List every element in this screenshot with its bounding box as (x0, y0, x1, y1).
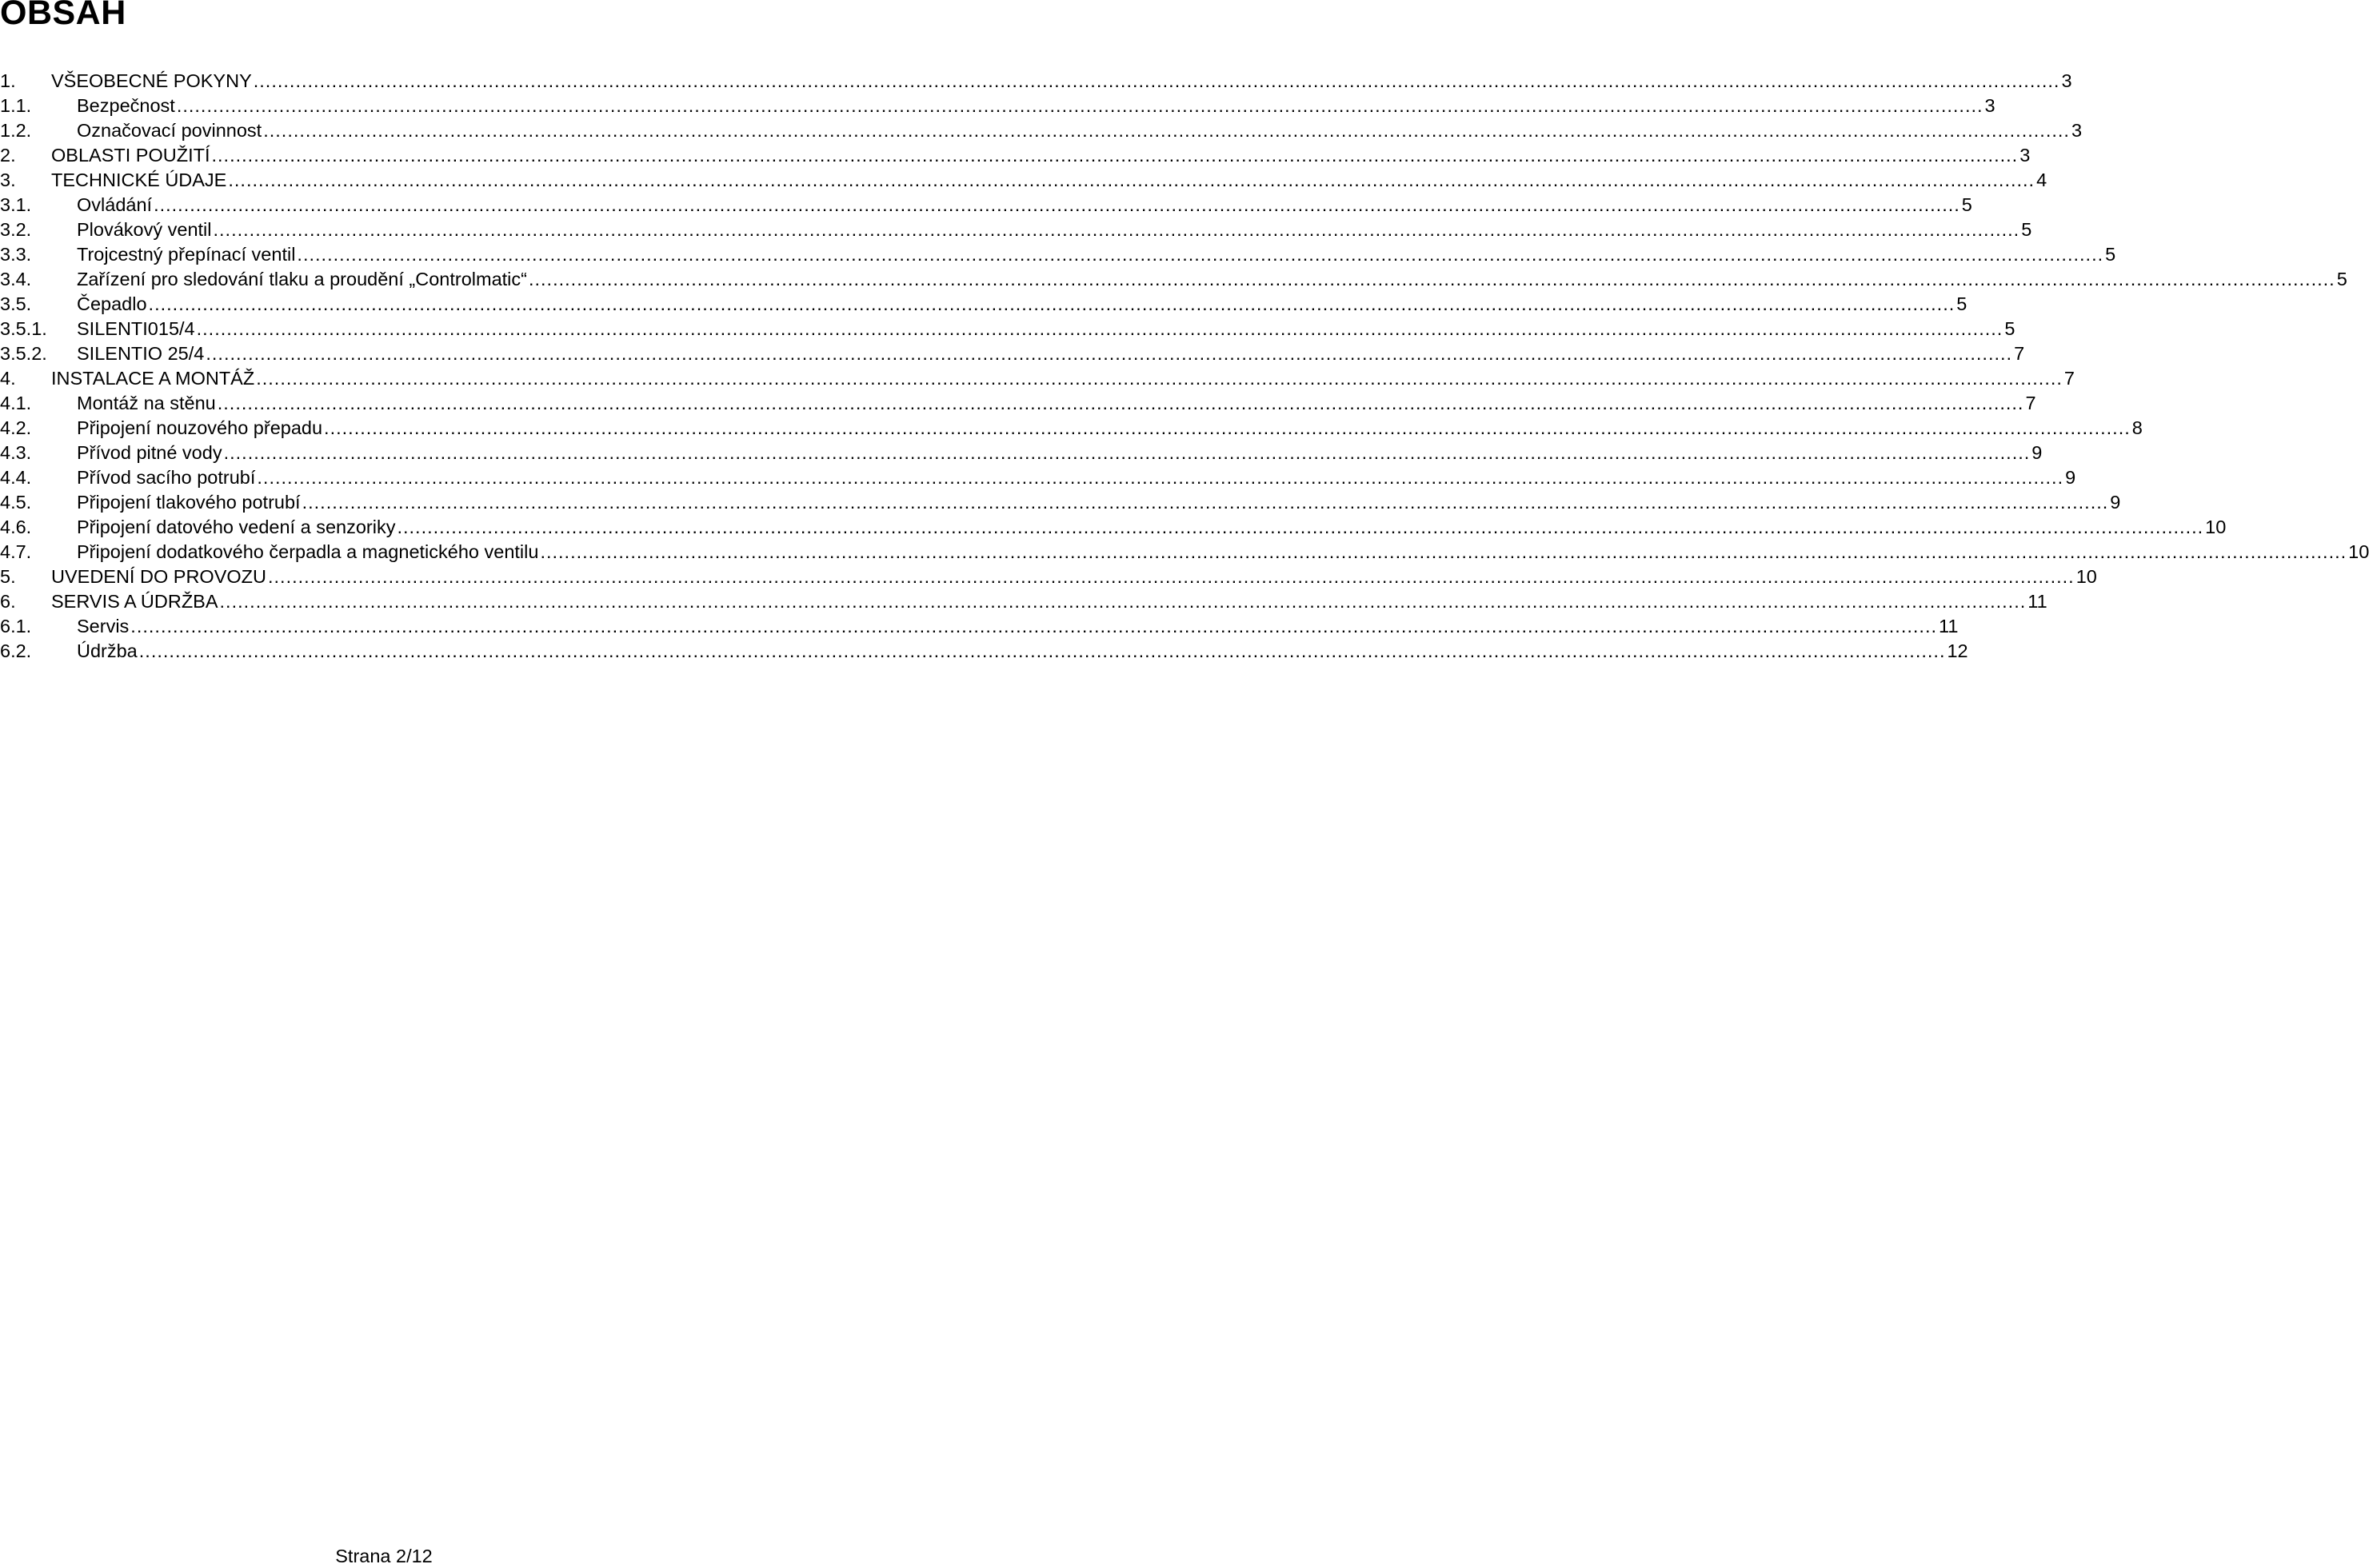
toc-entry-page: 11 (2027, 591, 2047, 612)
toc-entry-page: 5 (2105, 244, 2116, 265)
toc-entry-title: Připojení dodatkového čerpadla a magnetického ventilu (77, 540, 540, 565)
toc-leader-dots: ............................................................................................................................................................................................................................................................................................................ (213, 219, 2020, 240)
toc-leader-dots: ............................................................................................................................................................................................................................................................................................................ (217, 393, 2024, 413)
toc-entry[interactable]: 3.5.2. SILENTIO 25/4 ............................................................................................................................................................................................................................................................................................................ 7 (0, 341, 768, 366)
toc-entry[interactable]: 4.6. Připojení datového vedení a senzoriky ............................................................................................................................................................................................................................................................................................................ 10 (0, 515, 768, 540)
toc-entry-page: 5 (2021, 219, 2032, 240)
toc-entry[interactable]: 3.5.1. SILENTI015/4 ............................................................................................................................................................................................................................................................................................................ 5 (0, 317, 768, 341)
toc-entry-page: 5 (2004, 318, 2015, 339)
toc-entry-title: SILENTIO 25/4 (77, 341, 206, 366)
toc-leader-dots: ............................................................................................................................................................................................................................................................................................................ (253, 70, 2060, 91)
toc-entry-title: Bezpečnost (77, 94, 177, 118)
toc-entry[interactable]: 5. UVEDENÍ DO PROVOZU ............................................................................................................................................................................................................................................................................................................ 10 (0, 565, 768, 589)
toc-leader-dots: ............................................................................................................................................................................................................................................................................................................ (528, 269, 2335, 289)
toc-entry-title: Připojení datového vedení a senzoriky (77, 515, 397, 540)
toc-entry-title: Čepadlo (77, 292, 149, 317)
toc-entry[interactable]: 4.4. Přívod sacího potrubí ............................................................................................................................................................................................................................................................................................................ 9 (0, 465, 768, 490)
toc-leader-dots: ............................................................................................................................................................................................................................................................................................................ (219, 591, 2027, 612)
toc-entry-page: 3 (2061, 70, 2072, 91)
toc-entry[interactable]: 6. SERVIS A ÚDRŽBA ............................................................................................................................................................................................................................................................................................................ 11 (0, 589, 768, 614)
toc-entry-title: Připojení nouzového přepadu (77, 416, 324, 441)
toc-leader-dots: ............................................................................................................................................................................................................................................................................................................ (256, 368, 2063, 389)
toc-leader-dots: ............................................................................................................................................................................................................................................................................................................ (138, 640, 1946, 661)
toc-entry-title: Připojení tlakového potrubí (77, 490, 302, 515)
toc-entry[interactable]: 1.2. Označovací povinnost ............................................................................................................................................................................................................................................................................................................ 3 (0, 118, 768, 143)
toc-entry-page: 10 (2348, 541, 2369, 562)
toc-leader-dots: ............................................................................................................................................................................................................................................................................................................ (267, 566, 2075, 587)
toc-entry-page: 7 (2025, 393, 2036, 413)
toc-leader-dots: ............................................................................................................................................................................................................................................................................................................ (324, 417, 2131, 438)
toc-leader-dots: ............................................................................................................................................................................................................................................................................................................ (211, 145, 2019, 166)
toc-entry[interactable]: 4.1. Montáž na stěnu ............................................................................................................................................................................................................................................................................................................ 7 (0, 391, 768, 416)
toc-entry[interactable]: 3.2. Plovákový ventil ............................................................................................................................................................................................................................................................................................................ 5 (0, 217, 768, 242)
toc-entry-title: Přívod sacího potrubí (77, 465, 257, 490)
toc-entry-page: 8 (2131, 417, 2143, 438)
toc-entry-title: Zařízení pro sledování tlaku a proudění „Controlmatic“ (77, 267, 529, 292)
toc-entry-page: 5 (1956, 293, 1968, 314)
toc-entry-title: UVEDENÍ DO PROVOZU (51, 565, 268, 589)
toc-entry-page: 10 (2205, 517, 2227, 537)
toc-entry-title: SILENTI015/4 (77, 317, 197, 341)
toc-entry-title: SERVIS A ÚDRŽBA (51, 589, 220, 614)
toc-entry-title: Přívod pitné vody (77, 441, 224, 465)
toc-entry[interactable]: 1. VŠEOBECNÉ POKYNY ............................................................................................................................................................................................................................................................................................................ 3 (0, 69, 768, 94)
toc-leader-dots: ............................................................................................................................................................................................................................................................................................................ (397, 517, 2204, 537)
toc-entry-title: Montáž na stěnu (77, 391, 218, 416)
toc-entry-title: Servis (77, 614, 130, 639)
toc-entry-page: 7 (2014, 343, 2025, 364)
toc-entry[interactable]: 4.3. Přívod pitné vody ............................................................................................................................................................................................................................................................................................................ 9 (0, 441, 768, 465)
toc-entry-page: 10 (2075, 566, 2097, 587)
toc-leader-dots: ............................................................................................................................................................................................................................................................................................................ (223, 442, 2031, 463)
toc-entry-title: Ovládání (77, 193, 154, 217)
toc-entry-page: 7 (2063, 368, 2075, 389)
toc-leader-dots: ............................................................................................................................................................................................................................................................................................................ (148, 293, 1956, 314)
toc-entry-page: 5 (2336, 269, 2347, 289)
toc-entry[interactable]: 2. OBLASTI POUŽITÍ ............................................................................................................................................................................................................................................................................................................ 3 (0, 143, 768, 168)
toc-entry-page: 9 (2110, 492, 2121, 513)
toc-entry-title: INSTALACE A MONTÁŽ (51, 366, 256, 391)
toc-leader-dots: ............................................................................................................................................................................................................................................................................................................ (196, 318, 2003, 339)
toc-entry[interactable]: 4.7. Připojení dodatkového čerpadla a magnetického ventilu ............................................................................................................................................................................................................................................................................................................ 10 (0, 540, 768, 565)
toc-entry-page: 11 (1939, 616, 1959, 636)
toc-entry-title: TECHNICKÉ ÚDAJE (51, 168, 228, 193)
page-title: OBSAH (0, 0, 126, 32)
table-of-contents (0, 69, 2369, 664)
toc-entry[interactable]: 4. INSTALACE A MONTÁŽ ............................................................................................................................................................................................................................................................................................................ 7 (0, 366, 768, 391)
toc-entry-title: Označovací povinnost (77, 118, 263, 143)
toc-entry-title: Údržba (77, 639, 139, 664)
toc-entry-title: OBLASTI POUŽITÍ (51, 143, 211, 168)
toc-entry-page: 3 (1984, 95, 1995, 116)
toc-entry[interactable]: 1.1. Bezpečnost ............................................................................................................................................................................................................................................................................................................ 3 (0, 94, 768, 118)
toc-leader-dots: ............................................................................................................................................................................................................................................................................................................ (540, 541, 2347, 562)
toc-leader-dots: ............................................................................................................................................................................................................................................................................................................ (130, 616, 1938, 636)
toc-entry-page: 3 (2071, 120, 2083, 141)
toc-entry-title: VŠEOBECNÉ POKYNY (51, 69, 254, 94)
toc-entry[interactable]: 6.1. Servis ............................................................................................................................................................................................................................................................................................................ 11 (0, 614, 768, 639)
toc-leader-dots: ............................................................................................................................................................................................................................................................................................................ (176, 95, 1983, 116)
toc-entry-page: 4 (2036, 170, 2047, 190)
toc-entry-page: 9 (2031, 442, 2043, 463)
toc-entry-page: 5 (1961, 194, 1972, 215)
toc-entry[interactable]: 3.5. Čepadlo ............................................................................................................................................................................................................................................................................................................ 5 (0, 292, 768, 317)
toc-entry[interactable]: 3.3. Trojcestný přepínací ventil ............................................................................................................................................................................................................................................................................................................ 5 (0, 242, 768, 267)
toc-entry[interactable]: 4.5. Připojení tlakového potrubí ............................................................................................................................................................................................................................................................................................................ 9 (0, 490, 768, 515)
toc-entry[interactable]: 3. TECHNICKÉ ÚDAJE ............................................................................................................................................................................................................................................................................................................ 4 (0, 168, 768, 193)
toc-entry[interactable]: 3.4. Zařízení pro sledování tlaku a proudění „Controlmatic“ ............................................................................................................................................................................................................................................................................................................ 5 (0, 267, 768, 292)
toc-leader-dots: ............................................................................................................................................................................................................................................................................................................ (302, 492, 2109, 513)
toc-leader-dots: ............................................................................................................................................................................................................................................................................................................ (154, 194, 1960, 215)
toc-entry[interactable]: 6.2. Údržba ............................................................................................................................................................................................................................................................................................................ 12 (0, 639, 768, 664)
toc-leader-dots: ............................................................................................................................................................................................................................................................................................................ (263, 120, 2070, 141)
toc-leader-dots: ............................................................................................................................................................................................................................................................................................................ (206, 343, 2013, 364)
toc-entry-page: 9 (2065, 467, 2076, 488)
toc-entry-title: Plovákový ventil (77, 217, 214, 242)
toc-leader-dots: ............................................................................................................................................................................................................................................................................................................ (297, 244, 2104, 265)
toc-leader-dots: ............................................................................................................................................................................................................................................................................................................ (257, 467, 2064, 488)
toc-entry[interactable]: 3.1. Ovládání ............................................................................................................................................................................................................................................................................................................ 5 (0, 193, 768, 217)
toc-leader-dots: ............................................................................................................................................................................................................................................................................................................ (228, 170, 2035, 190)
toc-entry-page: 12 (1947, 640, 1968, 661)
page-footer: Strana 2/12 (335, 1546, 433, 1566)
toc-entry-title: Trojcestný přepínací ventil (77, 242, 297, 267)
toc-entry-page: 3 (2019, 145, 2031, 166)
toc-entry[interactable]: 4.2. Připojení nouzového přepadu ............................................................................................................................................................................................................................................................................................................ 8 (0, 416, 768, 441)
